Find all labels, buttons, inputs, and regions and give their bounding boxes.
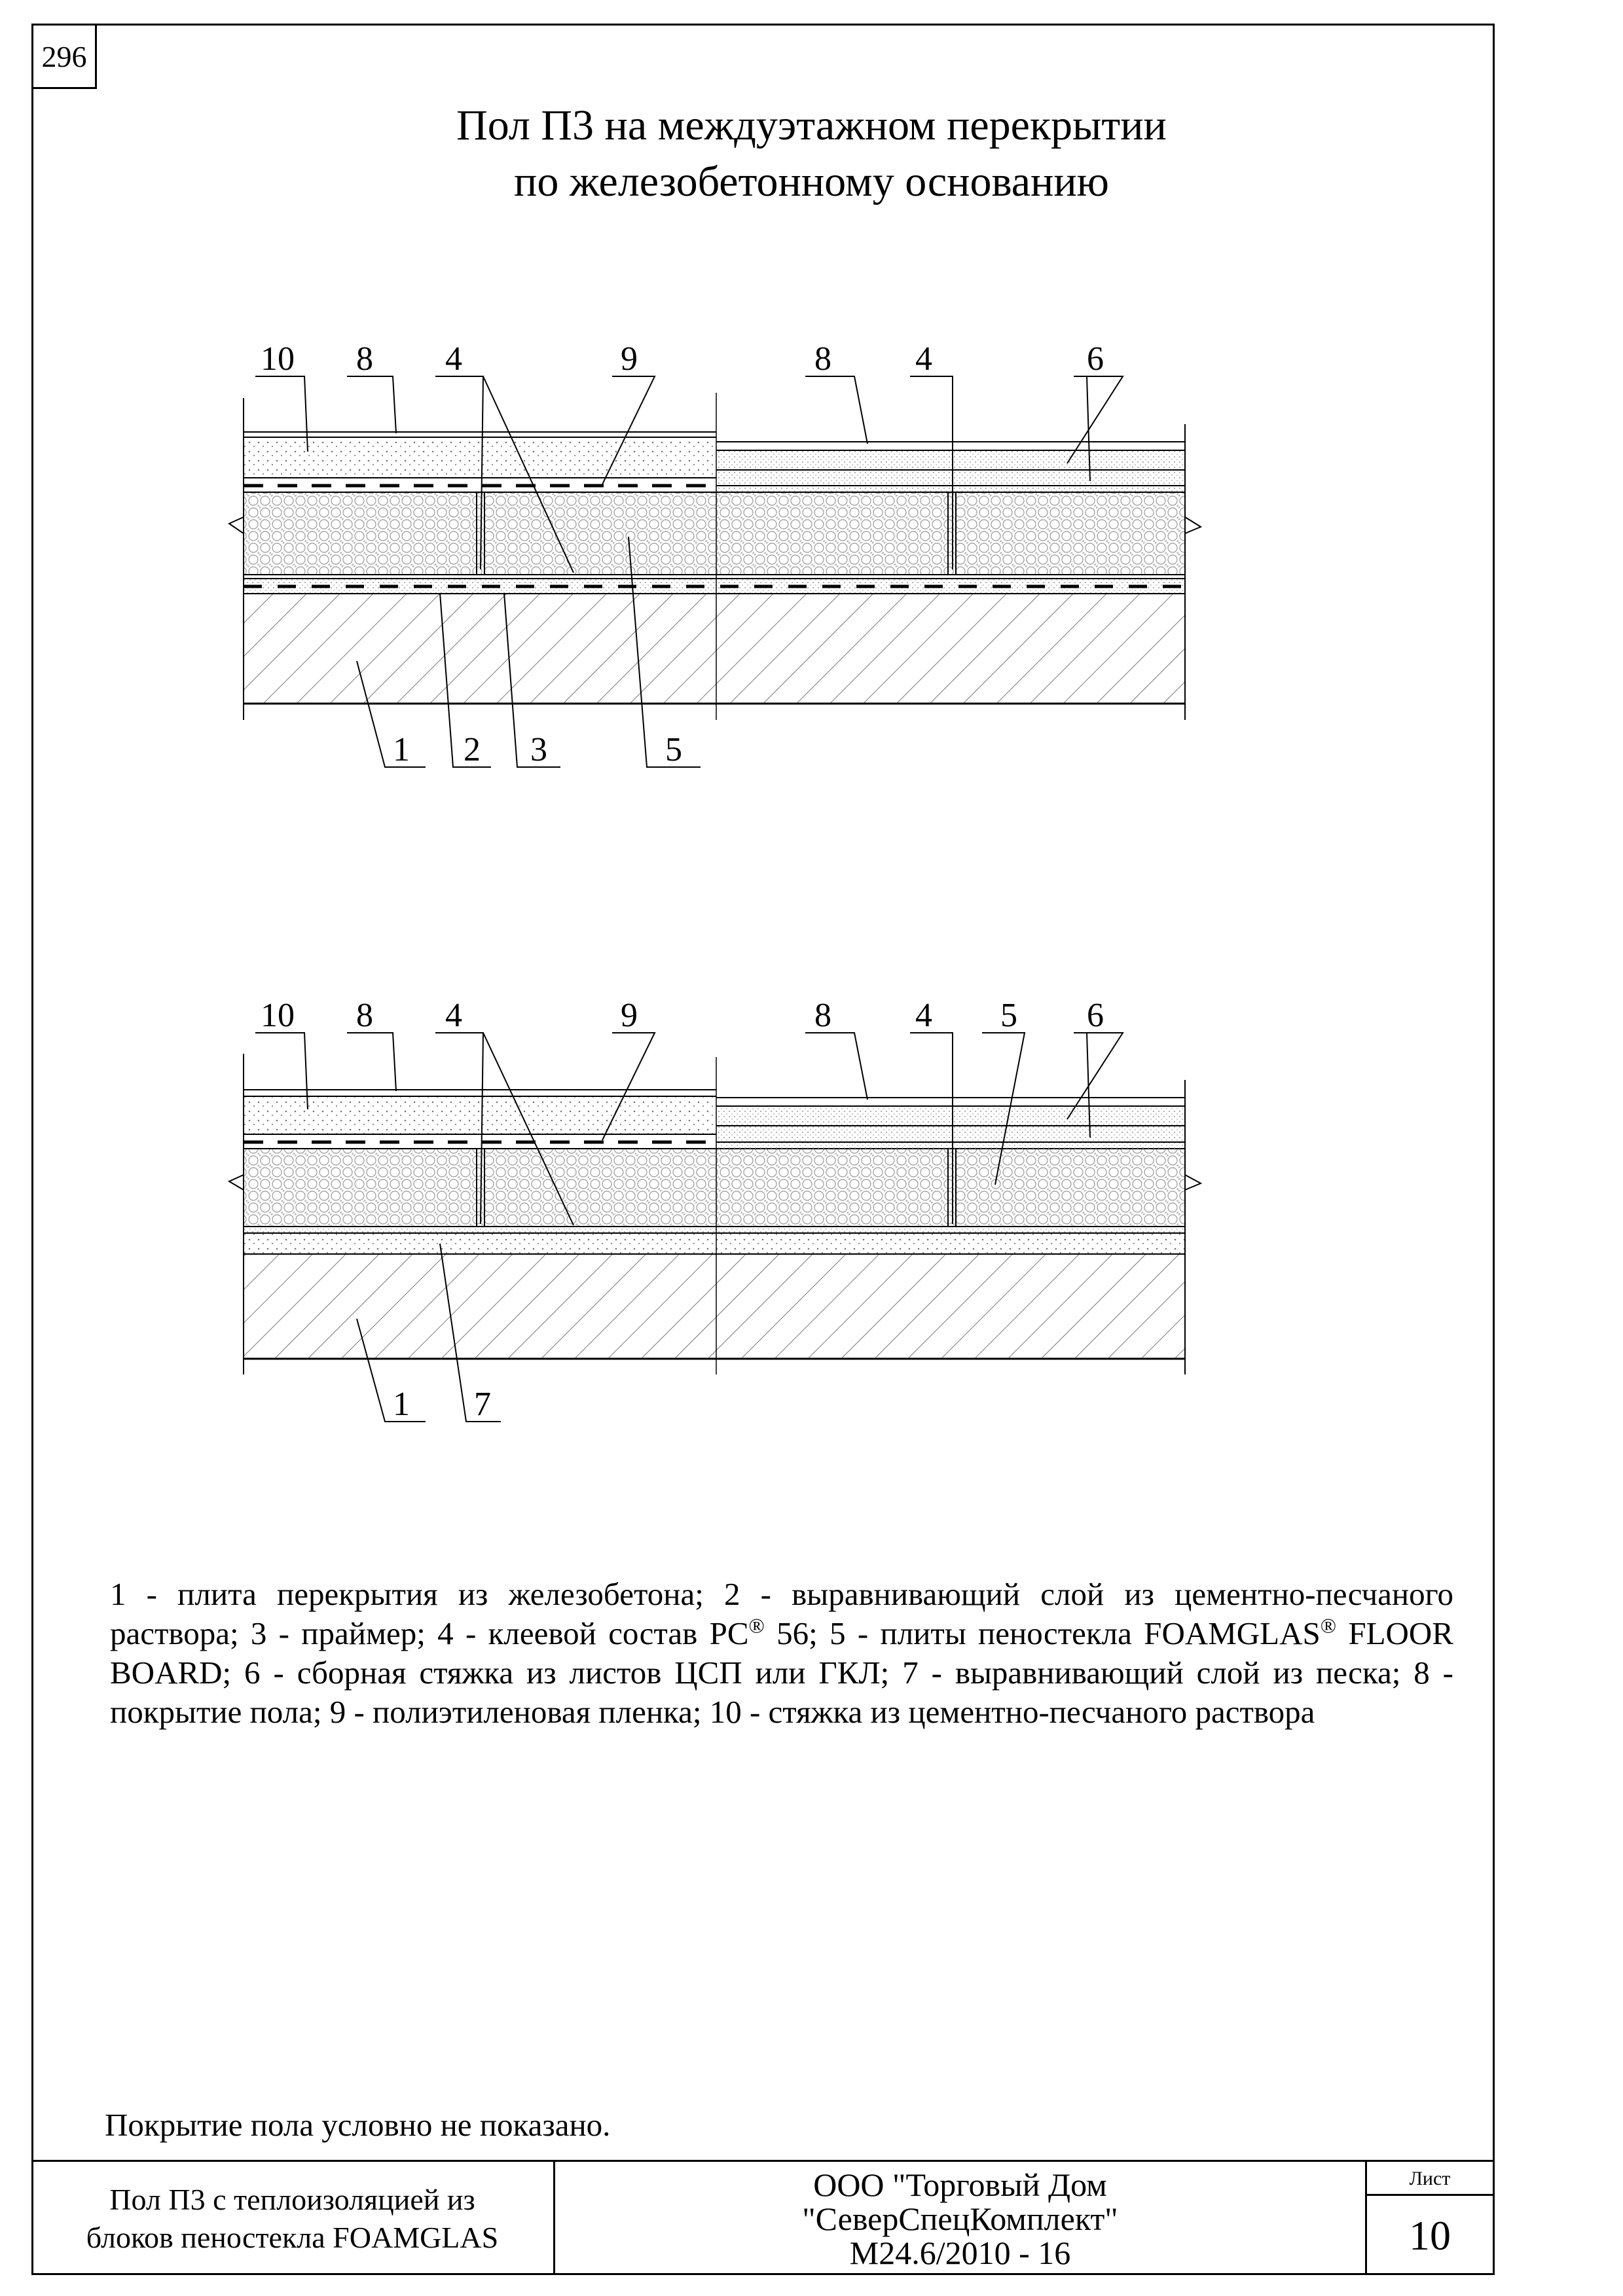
legend-part-1: 1 - плита перекрытия из железобетона; 2 - выравнивающий слой из цементно-песчаного раствора; 3 - праймер; 4 - клеевой состав PC: [110, 1576, 1453, 1651]
legend-registered-mark-1: ®: [748, 1613, 765, 1638]
description-line-1: Пол П3 с теплоизоляцией из: [109, 2182, 475, 2216]
section1-label-9: 9: [621, 340, 638, 378]
section-1: [229, 340, 1201, 768]
section1-label-6: 6: [1087, 340, 1104, 378]
page-number: 296: [31, 24, 97, 89]
section1-label-8a: 8: [356, 340, 373, 378]
section1-label-2: 2: [464, 731, 481, 768]
title-block-sheet: [1367, 2162, 1493, 2275]
section1-label-4b: 4: [915, 340, 932, 378]
company-line-1: ООО "Торговый Дом: [813, 2166, 1107, 2203]
section2-label-4a: 4: [445, 997, 462, 1034]
sand-levelling-layer: [244, 1233, 1185, 1254]
section2-label-9: 9: [621, 997, 638, 1034]
section2-label-8a: 8: [356, 997, 373, 1034]
legend-text: [110, 1575, 1453, 1732]
cement-screed: [244, 437, 716, 478]
section2-label-7: 7: [474, 1386, 491, 1423]
legend-part-2: 56; 5 - плиты пеностекла FOAMGLAS: [764, 1615, 1321, 1651]
concrete-slab: [244, 1254, 1185, 1359]
section2-label-5: 5: [1000, 997, 1017, 1034]
sheet-number: 10: [1409, 2212, 1451, 2259]
section-2: [229, 997, 1201, 1423]
concrete-slab: [244, 594, 1185, 704]
foamglas-boards: [244, 1149, 1185, 1227]
description-line-2: блоков пеностекла FOAMGLAS: [86, 2220, 499, 2254]
drawing-title-line-2: по железобетонному основанию: [514, 158, 1109, 206]
section2-label-1: 1: [393, 1386, 410, 1423]
section1-label-3: 3: [530, 731, 547, 768]
section2-label-4b: 4: [915, 997, 932, 1034]
section1-label-5: 5: [665, 731, 682, 768]
cement-screed: [244, 1096, 716, 1134]
section1-label-4a: 4: [445, 340, 462, 378]
drawing-title-line-1: Пол П3 на междуэтажном перекрытии: [456, 101, 1167, 149]
document-code: M24.6/2010 - 16: [849, 2234, 1071, 2271]
title-block-company: [555, 2162, 1367, 2275]
legend-part-3: FLOOR BOARD; 6 - сборная стяжка из листов ЦСП или ГКЛ; 7 - выравнивающий слой из песка; 8 - покрытие пола; 9 - полиэтиленовая пленка; 10 - стяжка из цементно-песчаного раствора: [110, 1615, 1453, 1730]
section1-label-8b: 8: [814, 340, 831, 378]
legend-registered-mark-2: ®: [1320, 1613, 1337, 1638]
section2-label-6: 6: [1087, 997, 1104, 1034]
foamglas-boards: [244, 492, 1185, 575]
title-block: [31, 2160, 1495, 2275]
section2-label-10: 10: [261, 997, 295, 1034]
company-line-2: "СеверСпецКомплект": [802, 2200, 1118, 2237]
section2-label-8b: 8: [814, 997, 831, 1034]
sheet-label: Лист: [1367, 2162, 1493, 2196]
section1-label-1: 1: [393, 731, 410, 768]
note-text: Покрытие пола условно не показано.: [105, 2107, 611, 2143]
title-block-description: [31, 2162, 555, 2275]
section1-label-10: 10: [261, 340, 295, 378]
